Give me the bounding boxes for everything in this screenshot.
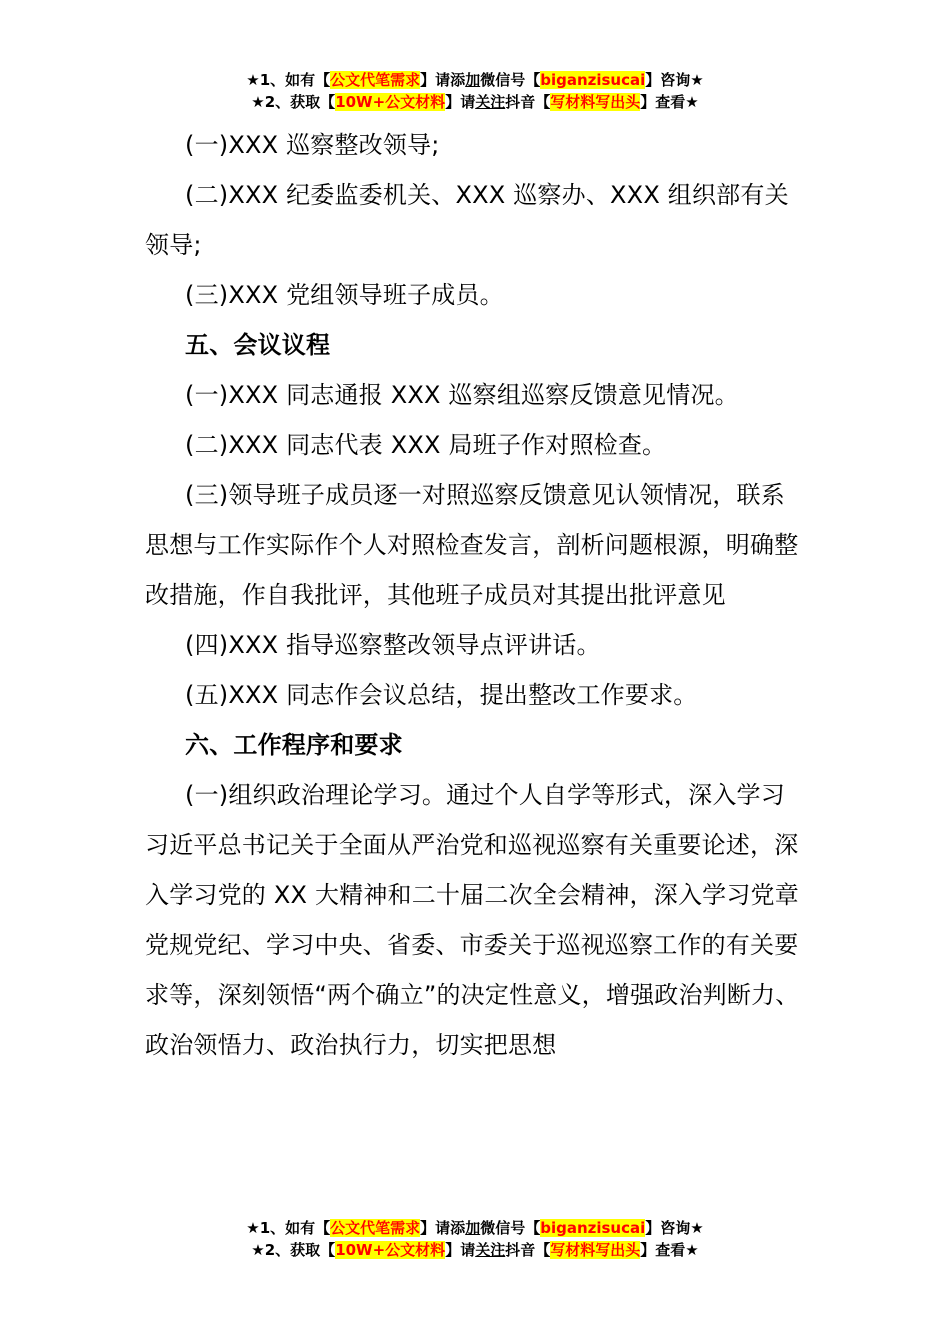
highlight-wechat-id: biganzisucai xyxy=(540,1219,646,1237)
paragraph: (一)XXX 巡察整改领导; xyxy=(185,131,440,159)
banner-line-1: ★1、如有【公文代笔需求】请添加微信号【biganzisucai】咨询★ xyxy=(246,1219,704,1237)
paragraph: (二)XXX 同志代表 XXX 局班子作对照检查。 xyxy=(185,431,667,459)
paragraph: (二)XXX 纪委监委机关、XXX 巡察办、XXX 组织部有关领导; xyxy=(145,181,789,259)
header-banner xyxy=(0,69,950,113)
paragraph: (五)XXX 同志作会议总结，提出整改工作要求。 xyxy=(185,681,698,709)
document-body xyxy=(145,120,805,1070)
highlight-service: 公文代笔需求 xyxy=(330,71,421,89)
highlight-materials: 10W+公文材料 xyxy=(335,1241,446,1259)
highlight-materials: 10W+公文材料 xyxy=(335,93,446,111)
paragraph: (三)XXX 党组领导班子成员。 xyxy=(185,281,504,309)
banner-line-2: ★2、获取【10W+公文材料】请关注抖音【写材料写出头】查看★ xyxy=(251,1241,699,1259)
highlight-douyin: 写材料写出头 xyxy=(550,93,641,111)
paragraph: (一)组织政治理论学习。通过个人自学等形式，深入学习习近平总书记关于全面从严治党和巡视巡察有关重要论述，深入学习党的 XX 大精神和二十届二次全会精神，深入学习党章党规党纪、学习中央、省委、市委关于巡视巡察工作的有关要求等，深刻领悟“两个确立”的决定性意义，增强政治判断力、政治领悟力、政治执行力，切实把思想 xyxy=(145,781,800,1059)
banner-line-1: ★1、如有【公文代笔需求】请添加微信号【biganzisucai】咨询★ xyxy=(246,71,704,89)
highlight-douyin: 写材料写出头 xyxy=(550,1241,641,1259)
paragraph: (四)XXX 指导巡察整改领导点评讲话。 xyxy=(185,631,601,659)
highlight-service: 公文代笔需求 xyxy=(330,1219,421,1237)
section-heading: 五、会议议程 xyxy=(185,331,331,359)
highlight-wechat-id: biganzisucai xyxy=(540,71,646,89)
banner-line-2: ★2、获取【10W+公文材料】请关注抖音【写材料写出头】查看★ xyxy=(251,93,699,111)
footer-banner xyxy=(0,1217,950,1261)
paragraph: (一)XXX 同志通报 XXX 巡察组巡察反馈意见情况。 xyxy=(185,381,739,409)
section-heading: 六、工作程序和要求 xyxy=(185,731,403,759)
paragraph: (三)领导班子成员逐一对照巡察反馈意见认领情况，联系思想与工作实际作个人对照检查发言，剖析问题根源，明确整改措施，作自我批评，其他班子成员对其提出批评意见 xyxy=(145,481,799,609)
